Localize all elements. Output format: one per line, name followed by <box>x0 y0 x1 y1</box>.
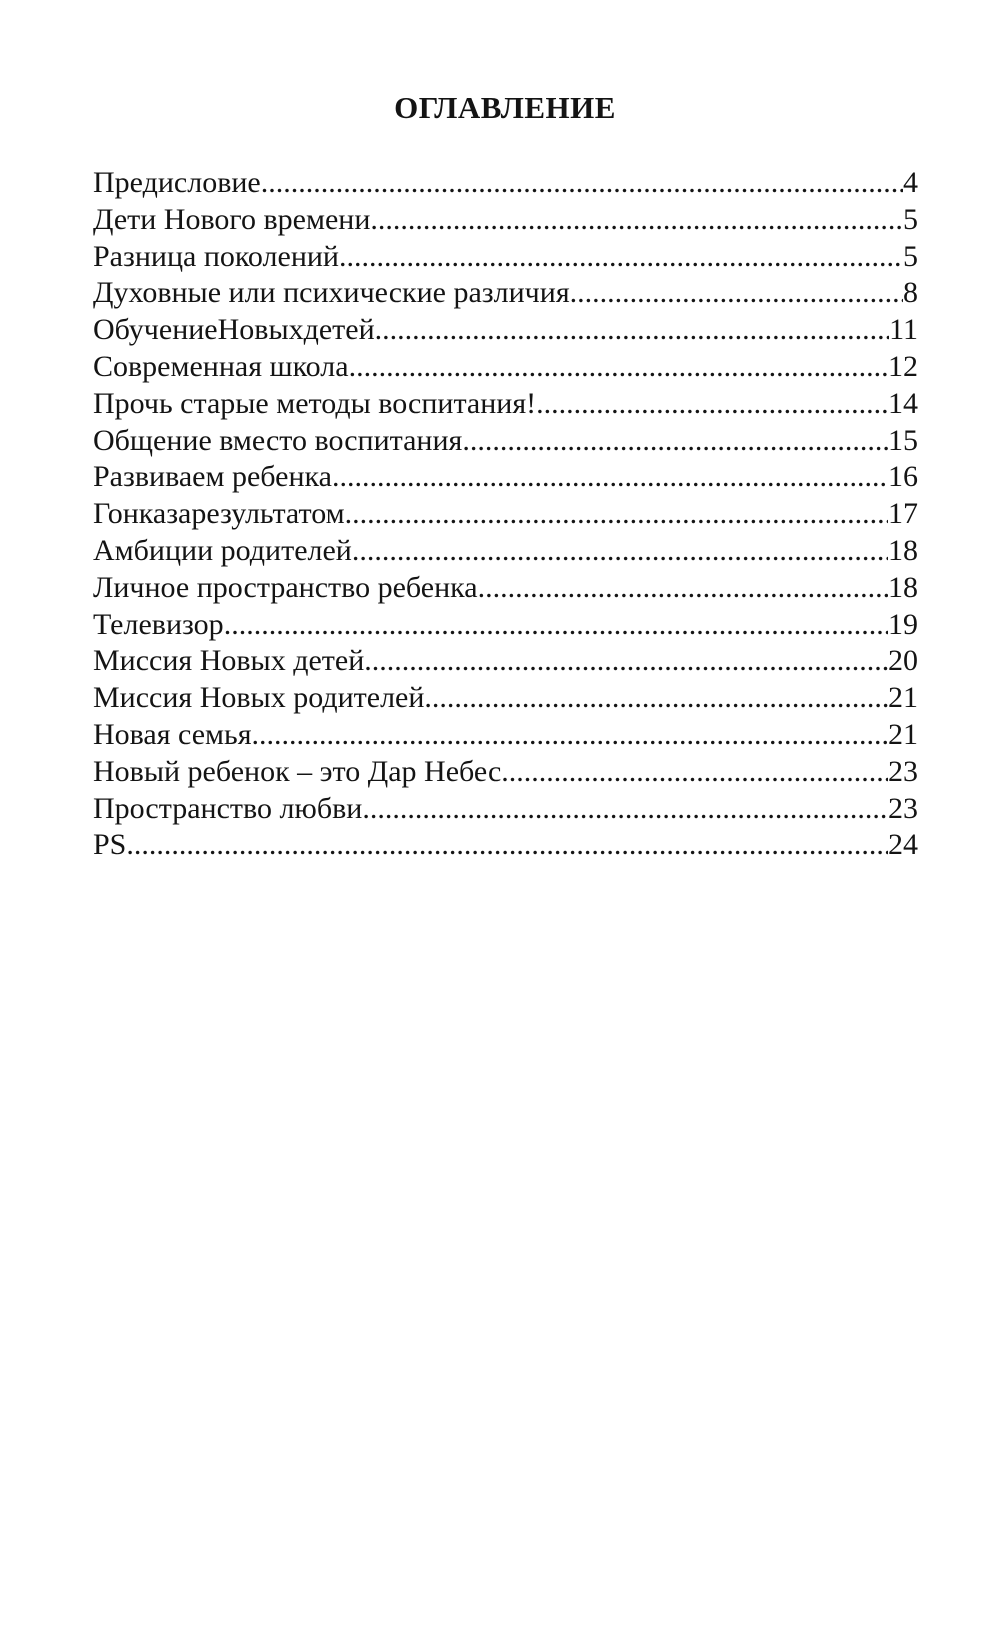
toc-entry <box>93 275 918 312</box>
toc-entry-title: Прочь старые методы воспитания! <box>93 386 537 420</box>
toc-dot-leader <box>424 680 888 717</box>
toc-entry-page: 14 <box>888 386 918 420</box>
toc-dot-leader <box>345 496 888 533</box>
toc-entry <box>93 239 918 276</box>
toc-entry-page: 21 <box>888 681 918 715</box>
toc-entry <box>93 754 918 791</box>
toc-entry-title: Духовные или психические различия <box>93 276 570 310</box>
toc-entry <box>93 827 918 864</box>
toc-entry <box>93 680 918 717</box>
toc-dot-leader <box>352 533 888 570</box>
toc-dot-leader <box>332 459 888 496</box>
toc-dot-leader <box>261 165 903 202</box>
toc-dot-leader <box>364 643 888 680</box>
toc-entry-page: 8 <box>903 276 918 310</box>
toc-entry-page: 23 <box>888 754 918 788</box>
toc-entry <box>93 717 918 754</box>
toc-entry-title: Развиваем ребенка <box>93 460 332 494</box>
toc-dot-leader <box>462 423 888 460</box>
toc-entry-title: Миссия Новых детей <box>93 644 365 678</box>
toc-entry-title: PS <box>93 828 127 862</box>
toc-entry <box>93 607 918 644</box>
toc-entry <box>93 533 918 570</box>
toc-entry <box>93 423 918 460</box>
toc-entry-title: Разница поколений <box>93 239 339 273</box>
toc-dot-leader <box>224 607 888 644</box>
toc-entry-page: 12 <box>888 349 918 383</box>
toc-entry-title: Пространство любви <box>93 791 363 825</box>
toc-entry-page: 16 <box>888 460 918 494</box>
page-title: ОГЛАВЛЕНИЕ <box>394 90 616 125</box>
toc-dot-leader <box>375 312 889 349</box>
toc-entry-title: Новый ребенок – это Дар Небес <box>93 754 502 788</box>
toc-entry-page: 18 <box>888 533 918 567</box>
toc-entry-title: Амбиции родителей <box>93 533 352 567</box>
toc-entry-page: 19 <box>888 607 918 641</box>
toc-entry-page: 5 <box>903 202 918 236</box>
toc-dot-leader <box>339 239 903 276</box>
toc-dot-leader <box>362 791 888 828</box>
toc-entry <box>93 202 918 239</box>
toc-entry-title: Предисловие <box>93 166 261 199</box>
toc-entry <box>93 496 918 533</box>
toc-entry-title: Гонказарезультатом <box>93 497 345 531</box>
toc-dot-leader <box>349 349 888 386</box>
toc-entry-title: Миссия Новых родителей <box>93 681 425 715</box>
toc-dot-leader <box>252 717 888 754</box>
toc-dot-leader <box>570 275 903 312</box>
toc-entry-page: 21 <box>888 717 918 751</box>
toc-entry-title: Общение вместо воспитания <box>93 423 463 457</box>
toc-entry-title: Телевизор <box>93 607 224 641</box>
toc-entry-title: Дети Нового времени <box>93 202 371 236</box>
toc-entry <box>93 570 918 607</box>
toc-entry-page: 20 <box>888 644 918 678</box>
toc-entry-title: Новая семья <box>93 717 252 751</box>
toc-entry <box>93 165 918 202</box>
toc-entry-page: 23 <box>888 791 918 825</box>
table-of-contents <box>93 165 918 864</box>
toc-dot-leader <box>370 202 903 239</box>
toc-dot-leader <box>501 754 888 791</box>
toc-entry-page: 11 <box>889 313 918 347</box>
toc-entry <box>93 386 918 423</box>
toc-dot-leader <box>478 570 888 607</box>
toc-entry <box>93 643 918 680</box>
toc-entry-page: 4 <box>903 166 918 199</box>
toc-entry-title: Личное пространство ребенка <box>93 570 478 604</box>
toc-entry <box>93 312 918 349</box>
toc-dot-leader <box>536 386 888 423</box>
toc-entry-page: 17 <box>888 497 918 531</box>
toc-dot-leader <box>126 827 888 864</box>
toc-entry-page: 24 <box>888 828 918 862</box>
toc-entry <box>93 791 918 828</box>
toc-entry-page: 18 <box>888 570 918 604</box>
toc-entry <box>93 459 918 496</box>
toc-entry-page: 5 <box>903 239 918 273</box>
toc-entry-page: 15 <box>888 423 918 457</box>
toc-entry <box>93 349 918 386</box>
toc-entry-title: Современная школа <box>93 349 349 383</box>
toc-entry-title: ОбучениеНовыхдетей <box>93 313 375 347</box>
